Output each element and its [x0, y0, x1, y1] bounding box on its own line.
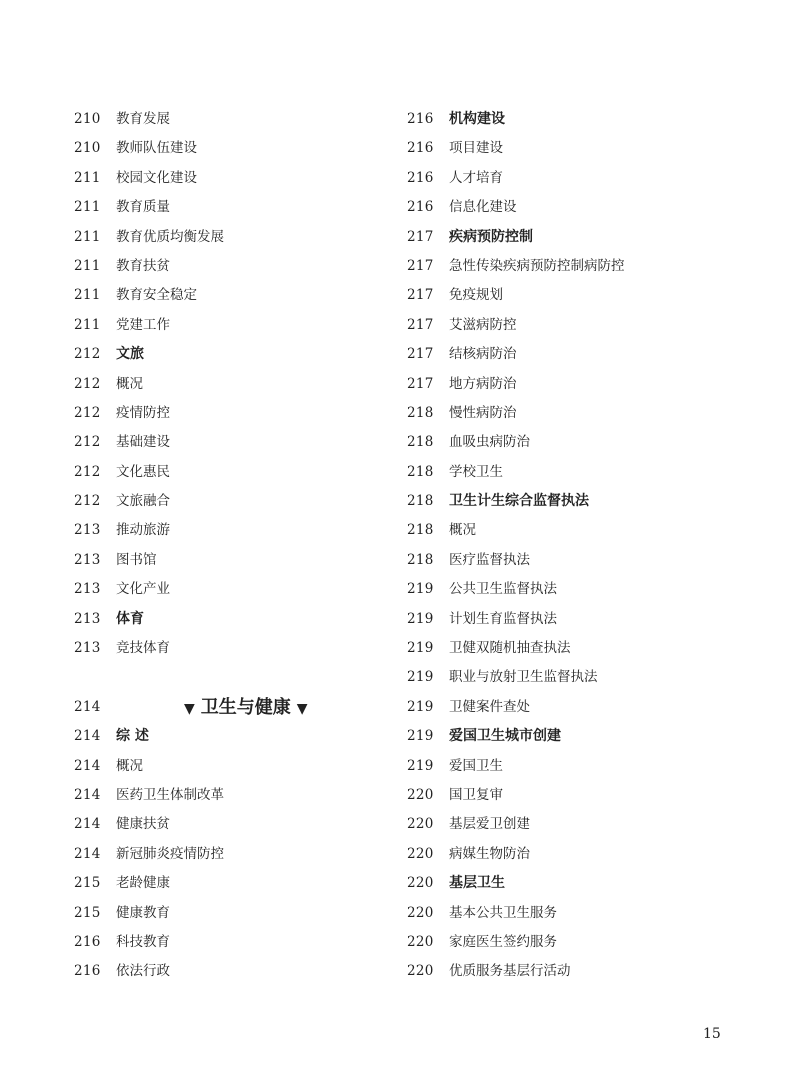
toc-entry[interactable]	[74, 957, 374, 986]
toc-entry-label: 基本公共卫生服务	[449, 904, 557, 921]
toc-page-number: 218	[407, 493, 434, 510]
toc-entry-label: 健康扶贫	[116, 816, 170, 833]
toc-page-number: 219	[407, 610, 434, 627]
toc-list-left-top	[74, 105, 374, 663]
toc-page-number: 214	[74, 757, 101, 774]
toc-entry-label: 疾病预防控制	[449, 228, 533, 245]
toc-entry-label: 机构建设	[449, 111, 505, 127]
toc-entry[interactable]	[407, 399, 737, 428]
toc-entry[interactable]	[407, 252, 737, 281]
toc-entry-label: 教育发展	[116, 111, 170, 127]
toc-entry[interactable]	[74, 752, 374, 781]
toc-subsection-heading[interactable]	[407, 722, 737, 751]
toc-entry[interactable]	[74, 487, 374, 516]
toc-page-number: 219	[407, 640, 434, 657]
toc-page-number: 211	[74, 228, 101, 245]
toc-entry-label: 家庭医生签约服务	[449, 933, 557, 950]
toc-entry-label: 文旅融合	[116, 493, 170, 510]
toc-entry-label: 基层爱卫创建	[449, 816, 530, 833]
section-heading-row[interactable]	[74, 693, 374, 722]
toc-entry-label: 公共卫生监督执法	[449, 581, 557, 598]
toc-entry-label: 图书馆	[116, 551, 157, 568]
toc-page-number: 218	[407, 404, 434, 421]
toc-entry[interactable]	[74, 428, 374, 457]
toc-entry[interactable]	[74, 223, 374, 252]
page-number: 15	[703, 1026, 721, 1042]
toc-page-number: 215	[74, 875, 101, 892]
toc-entry-label: 国卫复审	[449, 786, 503, 803]
toc-entry[interactable]	[74, 458, 374, 487]
toc-entry-label: 卫健案件查处	[449, 698, 530, 715]
toc-entry-label: 竞技体育	[116, 640, 170, 657]
toc-entry[interactable]	[407, 693, 737, 722]
toc-page-number: 217	[407, 287, 434, 304]
toc-list-right	[407, 105, 737, 987]
toc-page-number: 215	[74, 904, 101, 921]
toc-page-number: 217	[407, 316, 434, 333]
toc-entry-label: 人才培育	[449, 169, 503, 186]
toc-entry-label: 爱国卫生	[449, 757, 503, 774]
toc-entry-label: 医疗监督执法	[449, 551, 530, 568]
toc-entry[interactable]	[74, 311, 374, 340]
toc-list-left-bottom	[74, 722, 374, 987]
toc-entry[interactable]	[74, 928, 374, 957]
toc-page-number: 213	[74, 610, 101, 627]
toc-entry[interactable]	[74, 781, 374, 810]
toc-page-number: 214	[74, 728, 101, 745]
toc-entry[interactable]	[407, 810, 737, 839]
toc-entry-label: 慢性病防治	[449, 404, 517, 421]
toc-entry[interactable]	[74, 105, 374, 134]
toc-page-number: 220	[407, 816, 434, 833]
toc-entry[interactable]	[74, 546, 374, 575]
toc-page-number: 211	[74, 199, 101, 216]
toc-entry[interactable]	[407, 781, 737, 810]
toc-subsection-heading[interactable]	[407, 223, 737, 252]
toc-entry-label: 教育安全稳定	[116, 287, 197, 304]
toc-page-number: 220	[407, 845, 434, 862]
toc-entry-label: 教育扶贫	[116, 257, 170, 274]
toc-page-number: 214	[74, 698, 101, 715]
toc-entry-label: 教育质量	[116, 199, 170, 216]
toc-page-number: 212	[74, 404, 101, 421]
toc-entry[interactable]	[74, 252, 374, 281]
toc-page-number: 217	[407, 375, 434, 392]
toc-page-number: 213	[74, 551, 101, 568]
toc-page-number: 214	[74, 786, 101, 803]
toc-entry[interactable]	[74, 370, 374, 399]
toc-entry-label: 爱国卫生城市创建	[449, 728, 561, 745]
toc-page-number: 219	[407, 698, 434, 715]
toc-page-number: 212	[74, 346, 101, 363]
toc-entry-label: 地方病防治	[449, 375, 517, 392]
toc-subsection-heading[interactable]	[74, 340, 374, 369]
toc-subsection-heading[interactable]	[74, 722, 374, 751]
toc-page-number: 212	[74, 434, 101, 451]
toc-entry-label: 概况	[116, 375, 143, 392]
toc-page-number: 220	[407, 904, 434, 921]
toc-entry[interactable]	[74, 399, 374, 428]
toc-entry[interactable]	[407, 840, 737, 869]
toc-page-number: 216	[407, 169, 434, 186]
toc-entry[interactable]	[407, 663, 737, 692]
blank-spacer	[74, 663, 374, 692]
toc-page-number: 219	[407, 728, 434, 745]
toc-entry[interactable]	[407, 752, 737, 781]
toc-page-number: 218	[407, 434, 434, 451]
toc-entry-label: 基层卫生	[449, 875, 505, 892]
toc-subsection-heading[interactable]	[74, 605, 374, 634]
toc-entry[interactable]	[407, 428, 737, 457]
toc-entry-label: 结核病防治	[449, 346, 517, 363]
toc-entry-label: 血吸虫病防治	[449, 434, 530, 451]
toc-page-number: 220	[407, 963, 434, 980]
toc-page-number: 213	[74, 522, 101, 539]
toc-page-number: 220	[407, 875, 434, 892]
toc-entry-label: 信息化建设	[449, 199, 517, 216]
toc-page-number: 217	[407, 346, 434, 363]
toc-entry[interactable]	[407, 575, 737, 604]
toc-entry[interactable]	[407, 634, 737, 663]
toc-entry[interactable]	[407, 899, 737, 928]
toc-page-number: 220	[407, 786, 434, 803]
toc-page-number: 212	[74, 463, 101, 480]
toc-page-number: 216	[407, 199, 434, 216]
toc-page-number: 218	[407, 551, 434, 568]
toc-page-number: 213	[74, 640, 101, 657]
toc-page-number: 216	[74, 933, 101, 950]
toc-entry-label: 依法行政	[116, 963, 170, 980]
toc-page-number: 214	[74, 845, 101, 862]
toc-entry-label: 学校卫生	[449, 463, 503, 480]
toc-entry-label: 新冠肺炎疫情防控	[116, 845, 224, 862]
toc-entry-label: 健康教育	[116, 904, 170, 921]
toc-entry-label: 校园文化建设	[116, 169, 197, 186]
toc-entry-label: 优质服务基层行活动	[449, 963, 571, 980]
toc-entry-label: 科技教育	[116, 933, 170, 950]
toc-page-number: 213	[74, 581, 101, 598]
toc-entry[interactable]	[407, 311, 737, 340]
toc-entry[interactable]	[74, 164, 374, 193]
toc-entry-label: 卫健双随机抽查执法	[449, 640, 571, 657]
toc-page-number: 216	[74, 963, 101, 980]
toc-entry-label: 党建工作	[116, 316, 170, 333]
toc-page-number: 216	[407, 111, 434, 127]
toc-entry[interactable]	[74, 634, 374, 663]
toc-entry-label: 医药卫生体制改革	[116, 786, 224, 803]
toc-entry[interactable]	[407, 193, 737, 222]
toc-page-number: 211	[74, 316, 101, 333]
toc-entry[interactable]	[407, 370, 737, 399]
toc-page-number: 211	[74, 257, 101, 274]
toc-entry[interactable]	[407, 340, 737, 369]
toc-entry[interactable]	[407, 134, 737, 163]
toc-entry-label: 急性传染疾病预防控制病防控	[449, 257, 625, 274]
toc-entry[interactable]	[74, 899, 374, 928]
toc-entry[interactable]	[407, 957, 737, 986]
toc-entry-label: 计划生育监督执法	[449, 610, 557, 627]
toc-entry[interactable]	[74, 575, 374, 604]
toc-entry[interactable]	[74, 840, 374, 869]
toc-entry[interactable]	[407, 605, 737, 634]
section-title	[178, 693, 314, 724]
toc-page-number: 211	[74, 287, 101, 304]
toc-entry-label: 概况	[449, 522, 476, 539]
toc-entry-label: 体育	[116, 610, 144, 627]
toc-entry[interactable]	[407, 458, 737, 487]
toc-page-number: 216	[407, 140, 434, 157]
toc-subsection-heading[interactable]	[407, 487, 737, 516]
toc-entry[interactable]	[407, 546, 737, 575]
toc-entry[interactable]	[74, 134, 374, 163]
toc-entry-label: 疫情防控	[116, 404, 170, 421]
toc-entry[interactable]	[74, 869, 374, 898]
toc-entry-label: 文化产业	[116, 581, 170, 598]
toc-entry-label: 文化惠民	[116, 463, 170, 480]
toc-entry[interactable]	[407, 281, 737, 310]
toc-right-column	[407, 105, 737, 987]
toc-entry-label: 推动旅游	[116, 522, 170, 539]
toc-entry-label: 免疫规划	[449, 287, 503, 304]
toc-entry-label: 项目建设	[449, 140, 503, 157]
toc-entry[interactable]	[407, 164, 737, 193]
toc-entry-label: 老龄健康	[116, 875, 170, 892]
triangle-down-icon: ▼	[184, 700, 195, 717]
toc-page-number: 214	[74, 816, 101, 833]
toc-entry[interactable]	[74, 281, 374, 310]
toc-page-number: 212	[74, 493, 101, 510]
toc-page-number: 211	[74, 169, 101, 186]
toc-entry-label: 教师队伍建设	[116, 140, 197, 157]
toc-entry-label: 病媒生物防治	[449, 845, 530, 862]
toc-entry-label: 教育优质均衡发展	[116, 228, 224, 245]
toc-entry[interactable]	[74, 193, 374, 222]
section-title-text: 卫生与健康	[200, 696, 291, 718]
toc-entry-label: 艾滋病防控	[449, 316, 517, 333]
toc-page-number: 220	[407, 933, 434, 950]
toc-entry-label: 卫生计生综合监督执法	[449, 493, 589, 510]
toc-entry[interactable]	[74, 810, 374, 839]
triangle-down-icon: ▼	[296, 700, 308, 717]
toc-page-number: 212	[74, 375, 101, 392]
toc-page-number: 219	[407, 581, 434, 598]
toc-page-number: 218	[407, 522, 434, 539]
toc-page-number: 218	[407, 463, 434, 480]
toc-entry-label: 职业与放射卫生监督执法	[449, 669, 598, 686]
toc-entry[interactable]	[407, 516, 737, 545]
toc-subsection-heading[interactable]	[407, 105, 737, 134]
toc-subsection-heading[interactable]	[407, 869, 737, 898]
toc-entry-label: 综 述	[116, 728, 149, 745]
toc-page-number: 210	[74, 111, 101, 127]
toc-entry-label: 基础建设	[116, 434, 170, 451]
toc-left-column	[74, 105, 374, 987]
toc-entry-label: 概况	[116, 757, 143, 774]
toc-page-number: 219	[407, 757, 434, 774]
toc-page-number: 217	[407, 228, 434, 245]
toc-page-number: 219	[407, 669, 434, 686]
toc-entry[interactable]	[407, 928, 737, 957]
toc-page-number: 217	[407, 257, 434, 274]
toc-page-number: 210	[74, 140, 101, 157]
toc-entry-label: 文旅	[116, 346, 144, 363]
toc-entry[interactable]	[74, 516, 374, 545]
